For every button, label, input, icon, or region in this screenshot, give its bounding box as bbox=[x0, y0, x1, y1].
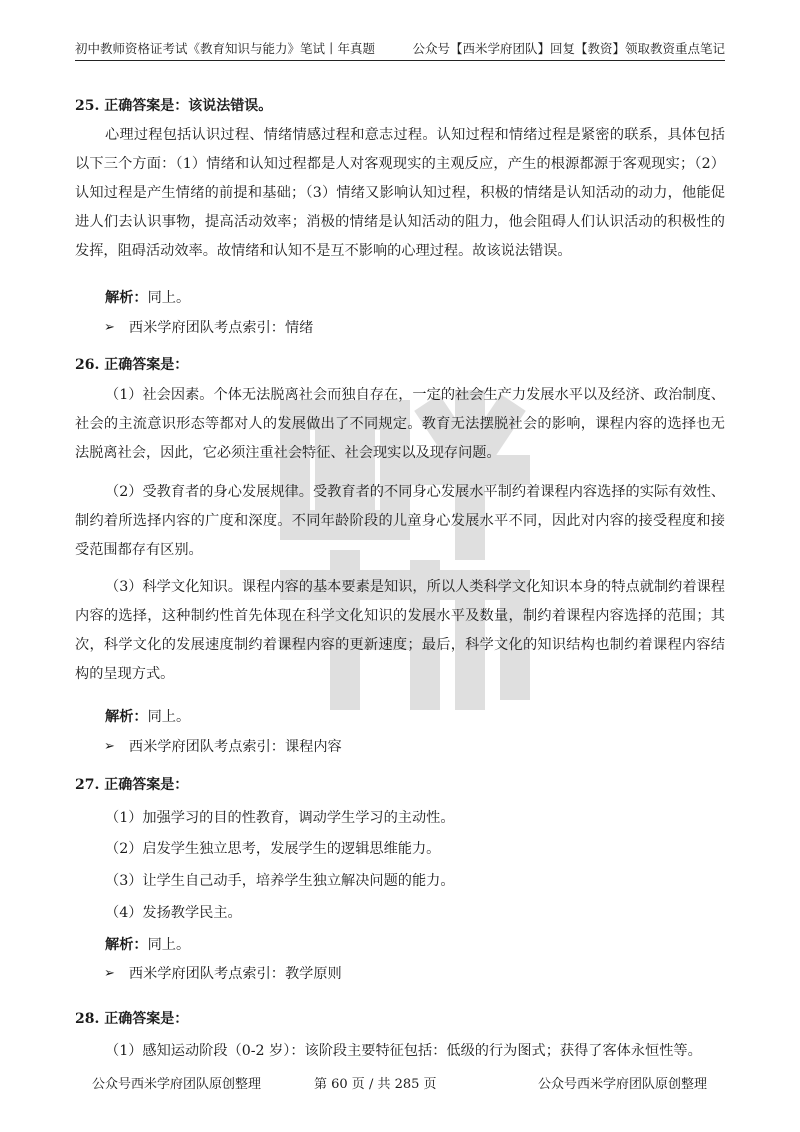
arrow-bullet-icon: ➢ bbox=[104, 965, 115, 981]
header-right-text: 公众号【西米学府团队】回复【教资】领取教资重点笔记 bbox=[412, 41, 725, 56]
footer-left-text: 公众号西米学府团队原创整理 bbox=[92, 1077, 262, 1092]
q26-keypoint bbox=[104, 736, 342, 756]
q25-keypoint-text: 西米学府团队考点索引：情绪 bbox=[128, 320, 314, 336]
q26-point-3: （3）科学文化知识。课程内容的基本要素是知识，所以人类科学文化知识本身的特点就制约着课程内容的选择，这种制约性首先体现在科学文化知识的发展水平及数量，制约着课程内容选择的范围；其次，科学文化的发展速度制约着课程内容的更新速度；最后，科学文化的知识结构也制约着课程内容结构的呈现方式。 bbox=[75, 579, 725, 682]
q27-analysis bbox=[105, 934, 190, 954]
q27-item-4: （4）发扬教学民主。 bbox=[105, 905, 242, 921]
q26-point-1: （1）社会因素。个体无法脱离社会而独自存在，一定的社会生产力发展水平以及经济、政治制度、社会的主流意识形态等都对人的发展做出了不同规定。教育无法摆脱社会的影响，课程内容的选择也无法脱离社会，因此，它必须注重社会特征、社会现实以及现存问题。 bbox=[75, 387, 725, 461]
q25-analysis bbox=[105, 287, 190, 307]
q25-answer-title: 25. 正确答案是：该说法错误。 bbox=[75, 98, 273, 114]
q25-analysis-label: 解析： bbox=[105, 290, 148, 306]
q26-keypoint-text: 西米学府团队考点索引：课程内容 bbox=[128, 739, 342, 755]
page-number: 第 60 页 / 共 285 页 bbox=[314, 1077, 437, 1092]
q27-keypoint-text: 西米学府团队考点索引：教学原则 bbox=[128, 966, 342, 982]
q26-analysis bbox=[105, 706, 190, 726]
q28-item-1: （1）感知运动阶段（0-2 岁）：该阶段主要特征包括：低级的行为图式；获得了客体永恒性等。 bbox=[105, 1043, 702, 1059]
q26-answer-title: 26. 正确答案是： bbox=[75, 357, 189, 373]
page-header bbox=[75, 36, 725, 61]
q27-analysis-label: 解析： bbox=[105, 937, 148, 953]
q27-item-1: （1）加强学习的目的性教育，调动学生学习的主动性。 bbox=[105, 810, 455, 826]
q28-answer-title: 28. 正确答案是： bbox=[75, 1011, 189, 1027]
q26-analysis-label: 解析： bbox=[105, 709, 148, 725]
q27-item-2: （2）启发学生独立思考，发展学生的逻辑思维能力。 bbox=[105, 841, 441, 857]
q27-keypoint bbox=[104, 963, 342, 983]
arrow-bullet-icon: ➢ bbox=[104, 738, 115, 754]
q26-point-2: （2）受教育者的身心发展规律。受教育者的不同身心发展水平制约着课程内容选择的实际有效性、制约着所选择内容的广度和深度。不同年龄阶段的儿童身心发展水平不同，因此对内容的接受程度和接受范围都存有区别。 bbox=[75, 484, 725, 558]
q27-item-3: （3）让学生自己动手，培养学生独立解决问题的能力。 bbox=[105, 873, 455, 889]
header-left-text: 初中教师资格证考试《教育知识与能力》笔试丨年真题 bbox=[75, 41, 376, 56]
q25-explanation: 心理过程包括认识过程、情绪情感过程和意志过程。认知过程和情绪过程是紧密的联系，具体包括以下三个方面：（1）情绪和认知过程都是人对客观现实的主观反应，产生的根源都源于客观现实；（2）认知过程是产生情绪的前提和基础；（3）情绪又影响认知过程，积极的情绪是认知活动的动力，他能促进人们去认识事物，提高活动效率；消极的情绪是认知活动的阻力，他会阻碍人们认识活动的积极性的发挥，阻碍活动效率。故情绪和认知不是互不影响的心理过程。故该说法错误。 bbox=[75, 127, 725, 259]
q25-keypoint bbox=[104, 317, 313, 337]
q25-analysis-text: 同上。 bbox=[147, 290, 191, 306]
q27-answer-title: 27. 正确答案是： bbox=[75, 777, 189, 793]
footer-right-text: 公众号西米学府团队原创整理 bbox=[538, 1077, 708, 1092]
q26-analysis-text: 同上。 bbox=[147, 709, 191, 725]
q27-analysis-text: 同上。 bbox=[147, 937, 191, 953]
arrow-bullet-icon: ➢ bbox=[104, 319, 115, 335]
